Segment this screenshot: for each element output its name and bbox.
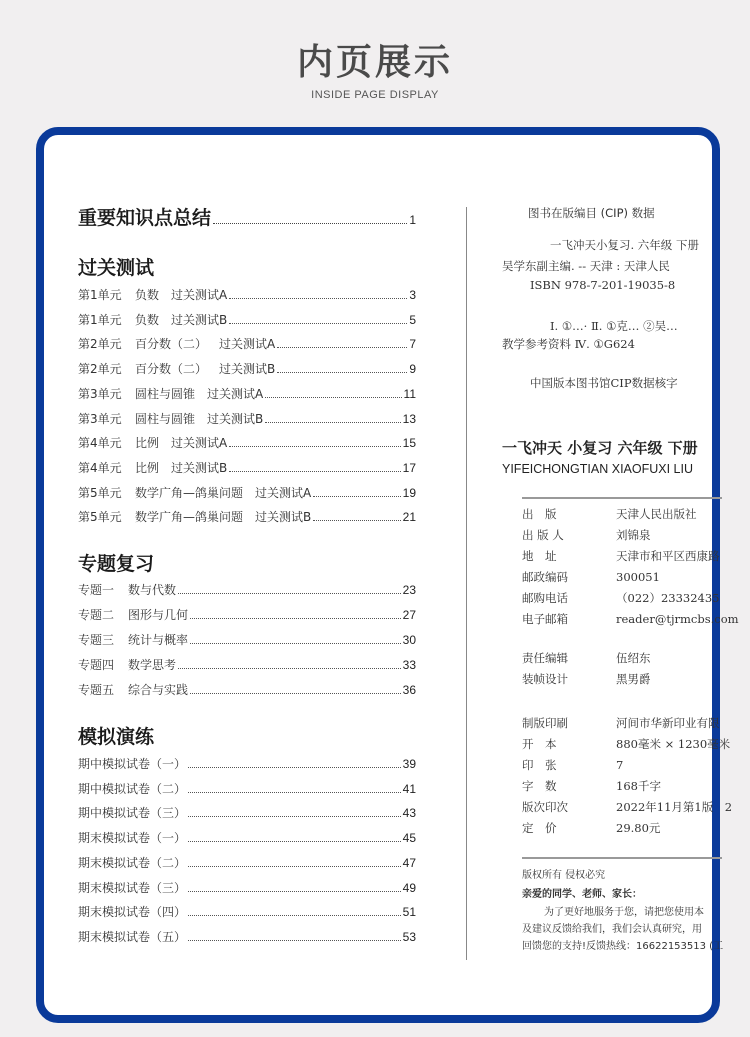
- page-number: 43: [402, 806, 416, 821]
- toc-entry-text: [78, 631, 188, 648]
- leader-dots: [229, 470, 400, 472]
- toc-unit: 第1单元: [78, 288, 122, 302]
- leader-dots: [229, 297, 407, 299]
- page-number: 3: [409, 288, 416, 302]
- page-heading: 内页展示: [296, 42, 453, 83]
- info-value: 300051: [616, 570, 660, 584]
- toc-entry-text: [78, 434, 227, 451]
- toc-entry-text: [78, 581, 176, 598]
- section-title: 过关测试: [78, 257, 155, 279]
- toc-entry-text: [78, 606, 188, 623]
- toc-topic: 图形与几何: [128, 608, 189, 622]
- toc-entry[interactable]: [78, 508, 416, 526]
- info-key: 地 址: [522, 549, 557, 563]
- toc-entry[interactable]: [78, 311, 416, 329]
- toc-entry-text: [78, 484, 311, 501]
- info-row: [522, 671, 651, 687]
- toc-topic: 百分数（二）: [135, 337, 208, 352]
- toc-topic: 数学思考: [128, 658, 177, 672]
- page-number: 17: [402, 460, 416, 475]
- leader-dots: [190, 642, 401, 644]
- info-row: [522, 736, 730, 752]
- divider-line: [522, 497, 722, 499]
- page-number: 11: [403, 386, 416, 401]
- toc-topic: 负数: [135, 312, 160, 327]
- toc-entry-text: [78, 311, 227, 328]
- leader-dots: [188, 791, 401, 793]
- toc-entry[interactable]: [78, 681, 416, 699]
- section-title: 模拟演练: [78, 726, 155, 748]
- info-row: [522, 778, 661, 794]
- leader-dots: [188, 865, 401, 867]
- toc-test: 过关测试A: [171, 288, 228, 302]
- toc-unit: 第5单元: [78, 510, 122, 525]
- page-number: 13: [402, 411, 416, 426]
- toc-entry-text: [78, 903, 186, 920]
- toc-unit: 专题三: [78, 633, 115, 647]
- page-number: 39: [402, 757, 416, 771]
- toc-topic: 比例: [135, 436, 160, 451]
- info-row: [522, 611, 739, 627]
- info-row: [522, 527, 651, 543]
- leader-dots: [188, 840, 401, 842]
- leader-dots: [313, 519, 400, 521]
- info-key: 版次印次: [522, 800, 568, 814]
- toc-topic: 期末模拟试卷（二）: [78, 855, 187, 870]
- info-key: 开 本: [522, 737, 557, 751]
- page-number: 7: [409, 337, 416, 352]
- toc-entry[interactable]: [78, 879, 416, 897]
- toc-entry[interactable]: [78, 780, 416, 798]
- toc-test: 过关测试B: [171, 312, 228, 327]
- toc-entry-text: [78, 656, 176, 673]
- book-spread-frame: [36, 127, 739, 1023]
- toc-topic: 百分数（二）: [135, 362, 208, 377]
- leader-dots: [188, 939, 401, 941]
- toc-entry[interactable]: [78, 360, 416, 378]
- toc-main-title: 重要知识点总结: [78, 207, 212, 229]
- info-row: [522, 590, 719, 606]
- toc-unit: 专题二: [78, 608, 115, 622]
- toc-topic: 数与代数: [128, 583, 177, 597]
- toc-entry-text: [78, 879, 186, 896]
- toc-test: 过关测试B: [171, 460, 228, 475]
- page-number: 21: [402, 510, 416, 525]
- leader-dots: [213, 222, 407, 224]
- info-row: [522, 569, 660, 585]
- toc-topic: 综合与实践: [128, 683, 189, 697]
- toc-test: 过关测试B: [255, 510, 312, 525]
- page-number: 36: [402, 683, 416, 697]
- toc-entry[interactable]: [78, 903, 416, 921]
- info-key: 出 版 人: [522, 528, 564, 542]
- toc-entry[interactable]: [78, 854, 416, 872]
- leader-dots: [265, 396, 401, 398]
- cip-line: 吴学东副主编. -- 天津 : 天津人民: [502, 259, 670, 273]
- cip-line: 一飞冲天小复习. 六年级 下册: [550, 238, 699, 252]
- toc-topic: 期末模拟试卷（三）: [78, 880, 187, 895]
- page-number: 19: [402, 485, 416, 500]
- cip-verify: 中国版本图书馆CIP数据核字: [530, 376, 678, 390]
- toc-entry-text: [78, 508, 311, 525]
- toc-entry[interactable]: [78, 459, 416, 477]
- book-pinyin: YIFEICHONGTIAN XIAOFUXI LIU: [502, 462, 693, 476]
- page-number: 53: [402, 929, 416, 944]
- notice-line: 为了更好地服务于您，请把您使用本: [544, 907, 704, 918]
- info-value: 天津市和平区西康路: [616, 549, 720, 563]
- info-value: 伍绍东: [616, 651, 651, 665]
- toc-test: 过关测试A: [207, 386, 264, 401]
- info-value: 7: [616, 758, 624, 772]
- info-value: 168千字: [616, 779, 661, 793]
- info-row: [522, 715, 720, 731]
- info-value: 河间市华新印业有限: [616, 716, 720, 730]
- toc-unit: 第1单元: [78, 312, 122, 327]
- page-number: 41: [402, 781, 416, 796]
- toc-entry[interactable]: [78, 434, 416, 452]
- toc-entry-text: [78, 829, 186, 846]
- greeting: 亲爱的同学、老师、家长：: [522, 889, 642, 900]
- toc-entry[interactable]: [78, 928, 416, 946]
- toc-test: 过关测试B: [219, 362, 276, 377]
- class-line: 教学参考资料 Ⅳ. ①G624: [502, 337, 635, 351]
- leader-dots: [277, 346, 407, 348]
- toc-topic: 数学广角—鸽巢问题: [135, 485, 244, 500]
- toc-test: 过关测试A: [219, 337, 276, 352]
- notice-line: 及建议反馈给我们，我们会认真研究，用: [522, 924, 702, 935]
- toc-entry-text: [78, 804, 186, 821]
- page-number: 49: [402, 880, 416, 895]
- info-value: 刘锦泉: [616, 528, 651, 542]
- info-key: 印 张: [522, 758, 557, 772]
- toc-topic: 比例: [135, 460, 160, 475]
- toc-entry-text: [78, 854, 186, 871]
- toc-unit: 第2单元: [78, 362, 122, 377]
- cip-line: ISBN 978-7-201-19035-8: [530, 278, 676, 292]
- toc-entry[interactable]: [78, 804, 416, 822]
- toc-topic: 负数: [135, 288, 160, 302]
- toc-unit: 专题四: [78, 658, 115, 672]
- info-key: 出 版: [522, 507, 557, 521]
- info-row: [522, 548, 720, 564]
- toc-entry[interactable]: [78, 755, 416, 773]
- toc-unit: 第4单元: [78, 436, 122, 451]
- page-divider: [466, 207, 467, 960]
- page-number: 5: [409, 312, 416, 327]
- page-number: 30: [402, 633, 416, 647]
- page-number: 33: [402, 658, 416, 672]
- leader-dots: [229, 445, 400, 447]
- toc-unit: 第5单元: [78, 485, 122, 500]
- leader-dots: [190, 692, 401, 694]
- page-number: 1: [409, 213, 416, 227]
- leader-dots: [313, 495, 400, 497]
- toc-unit: 第2单元: [78, 337, 122, 352]
- toc-topic: 统计与概率: [128, 633, 189, 647]
- toc-test: 过关测试B: [207, 411, 264, 426]
- page-number: 23: [402, 583, 416, 597]
- toc-entry-text: [78, 459, 227, 476]
- toc-unit: 第3单元: [78, 386, 122, 401]
- leader-dots: [277, 371, 407, 373]
- info-value: 天津人民出版社: [616, 507, 697, 521]
- info-key: 制版印刷: [522, 716, 568, 730]
- toc-entry-text: [78, 681, 188, 698]
- info-row: [522, 506, 697, 522]
- info-row: [522, 757, 623, 773]
- toc-unit: 第3单元: [78, 411, 122, 426]
- info-key: 装帧设计: [522, 672, 568, 686]
- info-value: reader@tjrmcbs.com: [616, 612, 739, 626]
- section-title: 专题复习: [78, 553, 155, 575]
- page-number: 15: [402, 436, 416, 451]
- toc-test: 过关测试A: [255, 485, 312, 500]
- book-title: 一飞冲天 小复习 六年级 下册: [502, 439, 698, 457]
- info-value: 880毫米 × 1230毫米: [616, 737, 731, 751]
- leader-dots: [229, 322, 407, 324]
- toc-entry[interactable]: [78, 410, 416, 428]
- info-key: 电子邮箱: [522, 612, 568, 626]
- toc-topic: 期末模拟试卷（一）: [78, 831, 187, 846]
- toc-topic: 期中模拟试卷（三）: [78, 806, 187, 821]
- toc-entry[interactable]: [78, 606, 416, 624]
- info-key: 邮政编码: [522, 570, 568, 584]
- toc-entry-text: [78, 410, 263, 427]
- toc-entry-text: [78, 335, 275, 352]
- toc-entry-text: [78, 286, 227, 303]
- info-row: [522, 799, 732, 815]
- info-key: 邮购电话: [522, 591, 568, 605]
- toc-entry-text: [78, 755, 186, 772]
- toc-entry[interactable]: [78, 385, 416, 403]
- toc-main-entry: [78, 203, 416, 230]
- toc-entry-text: [78, 360, 275, 377]
- toc-unit: 专题五: [78, 683, 115, 697]
- toc-entry[interactable]: [78, 484, 416, 502]
- info-row: [522, 820, 660, 836]
- toc-entry[interactable]: [78, 631, 416, 649]
- toc-entry-text: [78, 780, 186, 797]
- toc-entry[interactable]: [78, 829, 416, 847]
- toc-topic: 圆柱与圆锥: [135, 386, 196, 401]
- leader-dots: [265, 421, 400, 423]
- toc-unit: 第4单元: [78, 460, 122, 475]
- leader-dots: [188, 914, 401, 916]
- class-line: Ⅰ. ①…· Ⅱ. ①克… ②吴…: [550, 319, 678, 333]
- cip-title: 图书在版编目 (CIP) 数据: [528, 206, 655, 220]
- leader-dots: [190, 617, 401, 619]
- toc-topic: 期末模拟试卷（五）: [78, 929, 187, 944]
- info-key: 字 数: [522, 779, 557, 793]
- info-value: 黑男爵: [616, 672, 651, 686]
- toc-topic: 期中模拟试卷（一）: [78, 757, 187, 771]
- toc-test: 过关测试A: [171, 436, 228, 451]
- info-value: 29.80元: [616, 821, 661, 835]
- toc-entry[interactable]: [78, 286, 416, 304]
- toc-entry-text: [78, 928, 186, 945]
- toc-entry[interactable]: [78, 656, 416, 674]
- toc-topic: 期中模拟试卷（二）: [78, 781, 187, 796]
- page-number: 45: [402, 831, 416, 846]
- info-row: [522, 650, 651, 666]
- leader-dots: [178, 592, 401, 594]
- leader-dots: [188, 766, 401, 768]
- toc-entry-text: [78, 385, 263, 402]
- leader-dots: [178, 667, 401, 669]
- page-number: 51: [402, 905, 416, 920]
- page-subheading: INSIDE PAGE DISPLAY: [311, 89, 439, 101]
- leader-dots: [188, 890, 401, 892]
- leader-dots: [188, 815, 401, 817]
- toc-topic: 圆柱与圆锥: [135, 411, 196, 426]
- page-number: 9: [409, 362, 416, 377]
- toc-entry[interactable]: [78, 581, 416, 599]
- page-number: 27: [402, 608, 416, 622]
- info-value: （022）23332435: [616, 591, 720, 605]
- toc-topic: 数学广角—鸽巢问题: [135, 510, 244, 525]
- divider-line: [522, 857, 722, 859]
- toc-topic: 期末模拟试卷（四）: [78, 905, 187, 920]
- rights-notice: 版权所有 侵权必究: [522, 870, 606, 881]
- info-key: 定 价: [522, 821, 557, 835]
- toc-unit: 专题一: [78, 583, 115, 597]
- info-value: 2022年11月第1版 2: [616, 800, 733, 814]
- notice-line: 回馈您的支持!反馈热线：16622153513 (工: [522, 941, 724, 952]
- page-number: 47: [402, 855, 416, 870]
- toc-entry[interactable]: [78, 335, 416, 353]
- info-key: 责任编辑: [522, 651, 568, 665]
